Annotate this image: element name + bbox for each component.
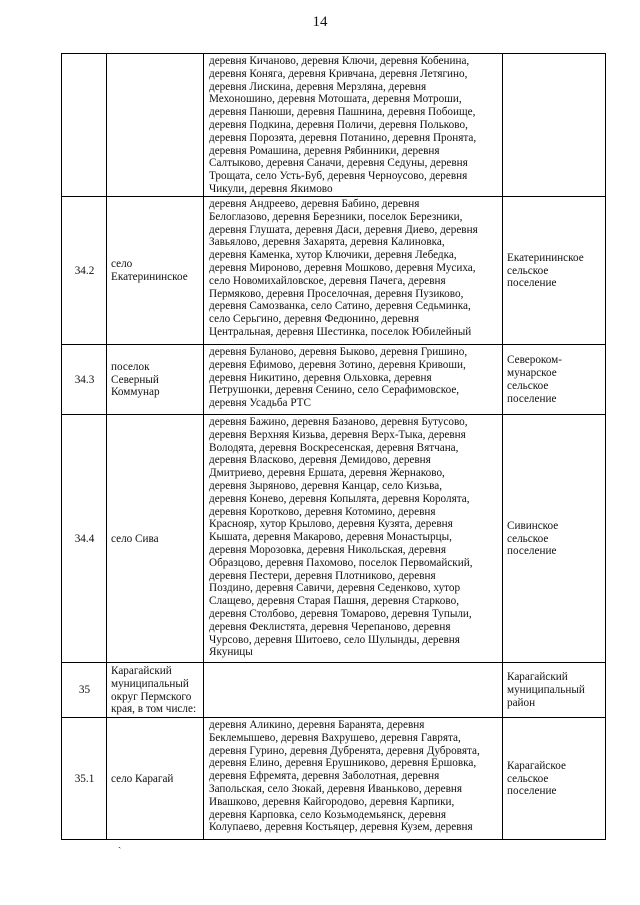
municipality [503,54,606,197]
table-row [62,718,606,840]
municipality: Екатерининское сельское поселение [503,197,606,345]
admin-center: Карагайский муниципальный округ Пермского края, в том числе: [107,663,204,718]
row-number: 35.1 [62,718,107,840]
table-row [62,345,606,415]
table-row [62,197,606,345]
settlements-list: деревня Аликино, деревня Баранята, деревня Беклемышево, деревня Вахрушево, деревня Гаврята, деревня Гурино, деревня Дубренята, деревня Дубровята, деревня Елино, деревня Ерушниково, деревня Ершовка, деревня Ефремята, деревня Заболотная, деревня Запольская, село Зюкай, деревня Иванькoво, деревня Ивашково, деревня Кайгородово, деревня Карпики, деревня Карповка, село Козьмодемьянск, деревня Колупаево, деревня Костьяцер, деревня Кузем, деревня [204,718,503,840]
municipality: Сивинское сельское поселение [503,415,606,663]
table-row [62,415,606,663]
row-number: 34.3 [62,345,107,415]
settlements-list: деревня Кичаново, деревня Ключи, деревня Кобенина, деревня Коняга, деревня Кривчана, деревня Летягино, деревня Лискина, деревня Мерзляна, деревня Мехоношино, деревня Мотошата, деревня Мотроши, деревня Панюши, деревня Пашнина, деревня Побоище, деревня Подкина, деревня Поличи, деревня Польково, деревня Порозята, деревня Потанино, деревня Пронята, деревня Ромашина, деревня Рябинники, деревня Салтыково, деревня Саначи, деревня Седуны, деревня Трощата, село Усть-Буб, деревня Черноусово, деревня Чикули, деревня Якимово [204,54,503,197]
admin-center [107,54,204,197]
table-row [62,663,606,718]
row-number: 34.4 [62,415,107,663]
row-number: 34.2 [62,197,107,345]
stray-mark: ˏ [118,838,122,849]
settlements-list: деревня Бажино, деревня Базаново, деревня Бутусово, деревня Верхняя Кизьва, деревня Верх-Тыка, деревня Володята, деревня Воскресенская, деревня Вятчана, деревня Власково, деревня Демидово, деревня Дмитриево, деревня Ершата, деревня Жернаково, деревня Зыряново, деревня Канцар, село Кизьва, деревня Конево, деревня Копылята, деревня Королята, деревня Коротково, деревня Котомино, деревня Краснояр, хутор Крылово, деревня Кузята, деревня Кышата, деревня Макарово, деревня Монастырцы, деревня Морозовка, деревня Никольская, деревня Образцово, деревня Пахомово, поселок Первомайский, деревня Пестери, деревня Плотниково, деревня Поздино, деревня Савичи, деревня Седенково, хутор Слащево, деревня Старая Пашня, деревня Старково, деревня Столбово, деревня Томарово, деревня Тупыли, деревня Феклистята, деревня Черепаново, деревня Чурсово, деревня Шитоево, село Шулынды, деревня Якуницы [204,415,503,663]
municipality: Карагайский муниципальный район [503,663,606,718]
row-number: 35 [62,663,107,718]
settlements-table [61,53,606,840]
settlements-list [204,663,503,718]
settlements-list: деревня Андреево, деревня Бабино, деревня Белоглазово, деревня Березники, поселок Березники, деревня Глушата, деревня Даси, деревня Диево, деревня Завьялово, деревня Захарята, деревня Калиновка, деревня Каменка, хутор Ключики, деревня Лебедка, деревня Мироново, деревня Мошково, деревня Мусиха, село Новомихайловское, деревня Пачега, деревня Пермяково, деревня Проселочная, деревня Пузиково, деревня Самозванка, село Сатино, деревня Седьминка, село Серьгино, деревня Федюнино, деревня Центральная, деревня Шестинка, поселок Юбилейный [204,197,503,345]
admin-center: село Сива [107,415,204,663]
admin-center: поселок Северный Коммунар [107,345,204,415]
row-number [62,54,107,197]
page-number: 14 [312,14,328,30]
settlements-list: деревня Буланово, деревня Быково, деревня Гришино, деревня Ефимово, деревня Зотино, деревня Кривоши, деревня Никитино, деревня Ольховка, деревня Петрушонки, деревня Сенино, село Серафимовское, деревня Усадьба РТС [204,345,503,415]
admin-center: село Екатерининское [107,197,204,345]
municipality: Карагайское сельское поселение [503,718,606,840]
municipality: Североком- мунарское сельское поселение [503,345,606,415]
table-row [62,54,606,197]
admin-center: село Карагай [107,718,204,840]
